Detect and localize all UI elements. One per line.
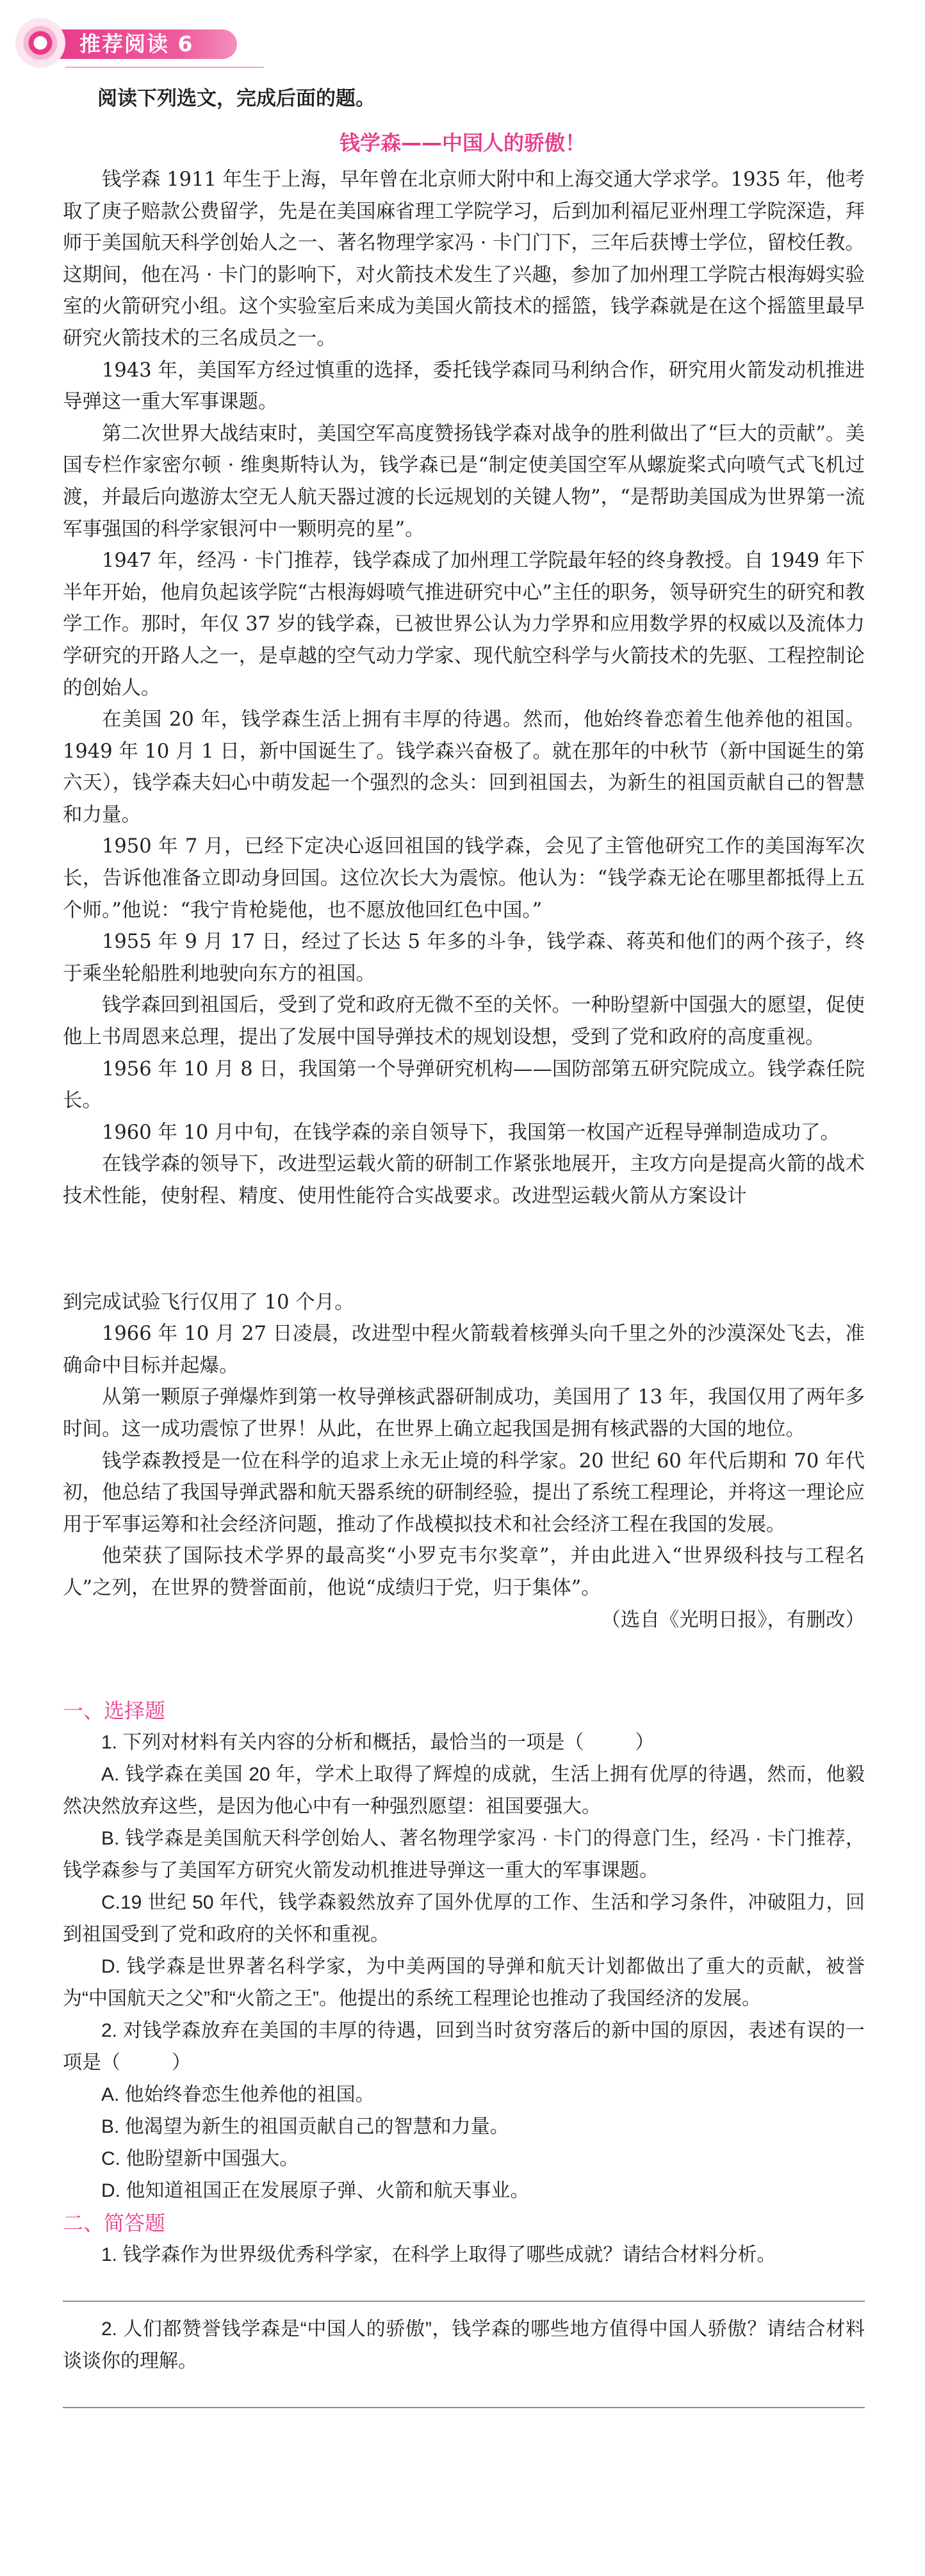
instruction: 阅读下列选文，完成后面的题。 xyxy=(97,87,375,110)
paragraph: 1943 年，美国军方经过慎重的选择，委托钱学森同马利纳合作，研究用火箭发动机推进导弹这一重大军事课题。 xyxy=(63,359,865,414)
paragraph: 1966 年 10 月 27 日凌晨，改进型中程火箭载着核弹头向千里之外的沙漠深处飞去，准确命中目标并起爆。 xyxy=(63,1323,865,1377)
answer-line[interactable] xyxy=(63,2301,865,2302)
paragraph: 他荣获了国际技术学界的最高奖“小罗克韦尔奖章”，并由此进入“世界级科技与工程名人”之列，在世界的赞誉面前，他说“成绩归于党，归于集体”。 xyxy=(63,1545,865,1599)
reading-passage xyxy=(63,164,865,1636)
question-stem: 2. 对钱学森放弃在美国的丰厚的待遇，回到当时贫穷落后的新中国的原因，表述有误的一项是（ xyxy=(63,2020,865,2073)
question-stem-end: ） xyxy=(172,2052,191,2073)
option-d: D. 他知道祖国正在发展原子弹、火箭和航天事业。 xyxy=(101,2180,530,2201)
option-a: A. 钱学森在美国 20 年，学术上取得了辉煌的成就，生活上拥有优厚的待遇，然而，他毅然决然放弃这些，是因为他心中有一种强烈愿望：祖国要强大。 xyxy=(63,1764,865,1817)
option-d: D. 钱学森是世界著名科学家，为中美两国的导弹和航天计划都做出了重大的贡献，被誉为“中国航天之父”和“火箭之王”。他提出的系统工程理论也推动了我国经济的发展。 xyxy=(63,1956,865,2009)
short-answer-question-1: 1. 钱学森作为世界级优秀科学家，在科学上取得了哪些成就？请结合材料分析。 xyxy=(101,2244,776,2265)
section-header xyxy=(15,13,284,69)
option-b: B. 钱学森是美国航天科学创始人、著名物理学家冯 · 卡门的得意门生，经冯 · 卡门推荐，钱学森参与了美国军方研究火箭发动机推进导弹这一重大的军事课题。 xyxy=(63,1828,865,1881)
source-citation: （选自《光明日报》，有删改） xyxy=(601,1608,865,1631)
paragraph: 钱学森教授是一位在科学的追求上永无止境的科学家。20 世纪 60 年代后期和 70 年代初，他总结了我国导弹武器和航天器系统的研制经验，提出了系统工程理论，并将这一理论应用于军事运筹和社会经济问题，推动了作战模拟技术和社会经济工程在我国的发展。 xyxy=(63,1449,865,1536)
short-answer-question-2: 2. 人们都赞誉钱学森是“中国人的骄傲”，钱学森的哪些地方值得中国人骄傲？请结合材料谈谈你的理解。 xyxy=(63,2319,865,2372)
paragraph: 在钱学森的领导下，改进型运载火箭的研制工作紧张地展开，主攻方向是提高火箭的战术技术性能，使射程、精度、使用性能符合实战要求。改进型运载火箭从方案设计 xyxy=(63,1153,865,1207)
paragraph: 1947 年，经冯 · 卡门推荐，钱学森成了加州理工学院最年轻的终身教授。自 1949 年下半年开始，他肩负起该学院“古根海姆喷气推进研究中心”主任的职务，领导研究生的研究和教学工作。那时，年仅 37 岁的钱学森，已被世界公认为力学界和应用数学界的权威以及流体力学研究的开路人之一，是卓越的空气动力学家、现代航空科学与火箭技术的先驱、工程控制论的创始人。 xyxy=(63,550,865,699)
header-underline xyxy=(65,67,264,68)
question-stem-end: ） xyxy=(635,1732,655,1753)
page-gap xyxy=(63,1212,865,1287)
paragraph: 在美国 20 年，钱学森生活上拥有丰厚的待遇。然而，他始终眷恋着生他养他的祖国。1949 年 10 月 1 日，新中国诞生了。钱学森兴奋极了。就在那年的中秋节（新中国诞生的第六天），钱学森夫妇心中萌发起一个强烈的念头：回到祖国去，为新生的祖国贡献自己的智慧和力量。 xyxy=(63,708,865,826)
paragraph: 1960 年 10 月中旬，在钱学森的亲自领导下，我国第一枚国产近程导弹制造成功了。 xyxy=(102,1121,840,1144)
paragraph: 钱学森 1911 年生于上海，早年曾在北京师大附中和上海交通大学求学。1935 年，他考取了庚子赔款公费留学，先是在美国麻省理工学院学习，后到加利福尼亚州理工学院深造，拜师于美国航天科学创始人之一、著名物理学家冯 · 卡门门下，三年后获博士学位，留校任教。这期间，他在冯 · 卡门的影响下，对火箭技术发生了兴趣，参加了加州理工学院古根海姆实验室的火箭研究小组。这个实验室后来成为美国火箭技术的摇篮，钱学森就是在这个摇篮里最早研究火箭技术的三名成员之一。 xyxy=(63,168,865,350)
questions xyxy=(63,1695,865,2420)
question-stem: 1. 下列对材料有关内容的分析和概括，最恰当的一项是（ xyxy=(101,1732,584,1753)
answer-line[interactable] xyxy=(63,2407,865,2408)
article-title: 钱学森——中国人的骄傲！ xyxy=(339,131,585,155)
header-label: 推荐阅读 6 xyxy=(79,31,194,56)
pink-ring-icon xyxy=(15,18,65,68)
paragraph: 从第一颗原子弹爆炸到第一枚导弹核武器研制成功，美国用了 13 年，我国仅用了两年多时间。这一成功震惊了世界！从此，在世界上确立起我国是拥有核武器的大国的地位。 xyxy=(63,1386,865,1440)
option-c: C. 他盼望新中国强大。 xyxy=(101,2148,299,2169)
section-title-short-answer: 二、简答题 xyxy=(63,2212,166,2235)
question-1 xyxy=(63,1727,865,1759)
option-b: B. 他渴望为新生的祖国贡献自己的智慧和力量。 xyxy=(101,2116,509,2137)
paragraph: 第二次世界大战结束时，美国空军高度赞扬钱学森对战争的胜利做出了“巨大的贡献”。美国专栏作家密尔顿 · 维奥斯特认为，钱学森已是“制定使美国空军从螺旋桨式向喷气式飞机过渡，并最后向遨游太空无人航天器过渡的长远规划的关键人物”，“是帮助美国成为世界第一流军事强国的科学家银河中一颗明亮的星”。 xyxy=(63,422,865,541)
option-a: A. 他始终眷恋生他养他的祖国。 xyxy=(101,2084,375,2105)
paragraph: 1956 年 10 月 8 日，我国第一个导弹研究机构——国防部第五研究院成立。钱学森任院长。 xyxy=(63,1057,865,1113)
paragraph: 1955 年 9 月 17 日，经过了长达 5 年多的斗争，钱学森、蒋英和他们的两个孩子，终于乘坐轮船胜利地驶向东方的祖国。 xyxy=(63,931,865,985)
question-2 xyxy=(63,2015,865,2079)
option-c: C.19 世纪 50 年代，钱学森毅然放弃了国外优厚的工作、生活和学习条件，冲破阻力，回到祖国受到了党和政府的关怀和重视。 xyxy=(63,1892,865,1945)
paragraph: 钱学森回到祖国后，受到了党和政府无微不至的关怀。一种盼望新中国强大的愿望，促使他上书周恩来总理，提出了发展中国导弹技术的规划设想，受到了党和政府的高度重视。 xyxy=(63,994,865,1049)
section-title-choice: 一、选择题 xyxy=(63,1699,166,1722)
paragraph: 到完成试验飞行仅用了 10 个月。 xyxy=(63,1291,354,1314)
paragraph: 1950 年 7 月，已经下定决心返回祖国的钱学森，会见了主管他研究工作的美国海军次长，告诉他准备立即动身回国。这位次长大为震惊。他认为：“钱学森无论在哪里都抵得上五个师。”他说：“我宁肯枪毙他，也不愿放他回红色中国。” xyxy=(63,835,865,922)
